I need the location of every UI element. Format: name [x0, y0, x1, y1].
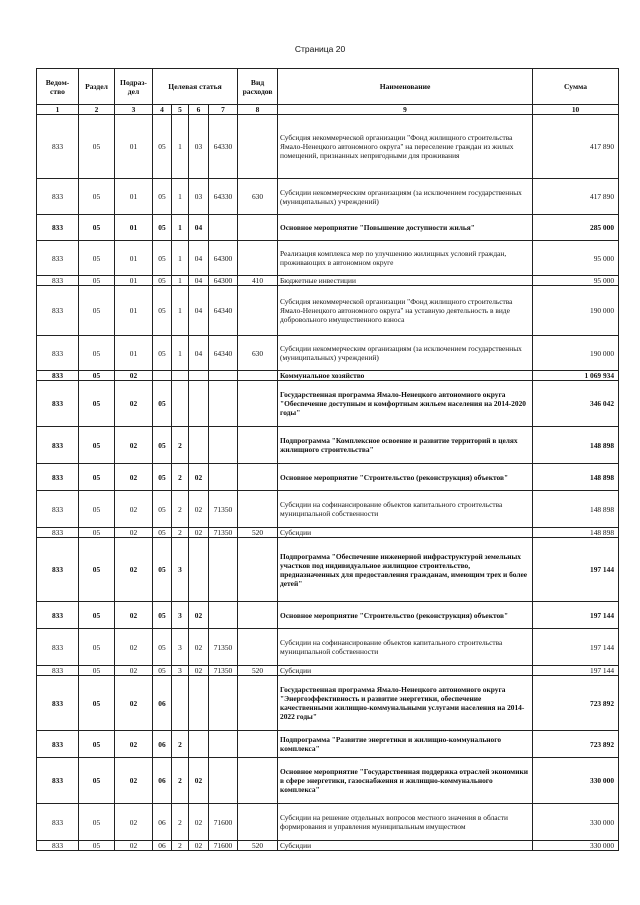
cell-naimenovanie: Субсидии — [278, 528, 533, 538]
cell-vid — [238, 538, 278, 602]
cell-cs1: 06 — [153, 758, 172, 804]
cell-cs3: 02 — [189, 758, 209, 804]
table-body — [37, 115, 619, 851]
cell-cs4: 64330 — [209, 179, 238, 215]
cell-razdel: 05 — [79, 336, 115, 371]
cell-cs3: 02 — [189, 528, 209, 538]
cell-podrazdel: 02 — [115, 528, 153, 538]
cell-podrazdel: 01 — [115, 286, 153, 336]
header-vedomstvo: Ведом-ство — [37, 69, 79, 105]
cell-cs2: 1 — [172, 336, 189, 371]
cell-naimenovanie: Основное мероприятие "Повышение доступности жилья" — [278, 215, 533, 241]
cell-cs4: 71600 — [209, 804, 238, 841]
cell-summa: 148 898 — [533, 528, 619, 538]
cell-podrazdel: 02 — [115, 841, 153, 851]
column-number-row — [37, 105, 619, 115]
cell-cs1: 06 — [153, 804, 172, 841]
cell-cs2: 1 — [172, 215, 189, 241]
cell-summa: 285 000 — [533, 215, 619, 241]
cell-cs3: 04 — [189, 336, 209, 371]
cell-podrazdel: 02 — [115, 758, 153, 804]
cell-cs1: 05 — [153, 286, 172, 336]
cell-cs4 — [209, 215, 238, 241]
cell-razdel: 05 — [79, 215, 115, 241]
cell-podrazdel: 01 — [115, 179, 153, 215]
cell-cs4 — [209, 371, 238, 381]
cell-summa: 417 890 — [533, 179, 619, 215]
cell-razdel: 05 — [79, 381, 115, 427]
cell-cs1: 05 — [153, 276, 172, 286]
cell-podrazdel: 02 — [115, 629, 153, 666]
table-row — [37, 841, 619, 851]
header-celevaya: Целевая статья — [153, 69, 238, 105]
cell-vid: 630 — [238, 179, 278, 215]
table-row — [37, 276, 619, 286]
cell-podrazdel: 02 — [115, 371, 153, 381]
column-number: 9 — [278, 105, 533, 115]
table-row — [37, 629, 619, 666]
table-row — [37, 371, 619, 381]
cell-vid — [238, 115, 278, 179]
cell-summa: 95 000 — [533, 276, 619, 286]
cell-cs1: 05 — [153, 491, 172, 528]
header-vid: Вид расходов — [238, 69, 278, 105]
cell-vid — [238, 491, 278, 528]
cell-cs4: 71350 — [209, 491, 238, 528]
cell-cs2: 2 — [172, 528, 189, 538]
column-number: 6 — [189, 105, 209, 115]
cell-vedomstvo: 833 — [37, 115, 79, 179]
cell-cs2: 3 — [172, 538, 189, 602]
cell-razdel: 05 — [79, 179, 115, 215]
cell-razdel: 05 — [79, 491, 115, 528]
cell-vedomstvo: 833 — [37, 286, 79, 336]
cell-podrazdel: 02 — [115, 731, 153, 758]
cell-summa: 197 144 — [533, 538, 619, 602]
cell-razdel: 05 — [79, 731, 115, 758]
cell-razdel: 05 — [79, 427, 115, 464]
cell-cs3 — [189, 676, 209, 731]
cell-cs3: 04 — [189, 215, 209, 241]
cell-vedomstvo: 833 — [37, 464, 79, 491]
cell-vedomstvo: 833 — [37, 528, 79, 538]
cell-cs4: 71350 — [209, 666, 238, 676]
cell-cs1: 06 — [153, 731, 172, 758]
cell-cs2: 2 — [172, 491, 189, 528]
cell-cs2: 3 — [172, 629, 189, 666]
cell-naimenovanie: Бюджетные инвестиции — [278, 276, 533, 286]
cell-cs1: 05 — [153, 538, 172, 602]
cell-cs3: 02 — [189, 666, 209, 676]
cell-cs2 — [172, 676, 189, 731]
cell-cs2: 3 — [172, 602, 189, 629]
cell-razdel: 05 — [79, 115, 115, 179]
cell-cs4: 71350 — [209, 528, 238, 538]
table-row — [37, 602, 619, 629]
cell-cs3: 04 — [189, 286, 209, 336]
cell-vid — [238, 381, 278, 427]
cell-vid — [238, 676, 278, 731]
cell-vedomstvo: 833 — [37, 241, 79, 276]
cell-vedomstvo: 833 — [37, 371, 79, 381]
cell-vid: 520 — [238, 841, 278, 851]
cell-naimenovanie: Подпрограмма "Комплексное освоение и развитие территорий в целях жилищного строительства" — [278, 427, 533, 464]
table-row — [37, 804, 619, 841]
cell-naimenovanie: Коммунальное хозяйство — [278, 371, 533, 381]
cell-razdel: 05 — [79, 602, 115, 629]
cell-razdel: 05 — [79, 528, 115, 538]
cell-vid: 630 — [238, 336, 278, 371]
cell-razdel: 05 — [79, 464, 115, 491]
cell-vid — [238, 731, 278, 758]
cell-vedomstvo: 833 — [37, 758, 79, 804]
cell-cs3: 03 — [189, 115, 209, 179]
cell-naimenovanie: Основное мероприятие "Строительство (реконструкция) объектов" — [278, 464, 533, 491]
cell-vid: 410 — [238, 276, 278, 286]
cell-cs2: 2 — [172, 841, 189, 851]
cell-summa: 197 144 — [533, 629, 619, 666]
header-naimenovanie: Наименование — [278, 69, 533, 105]
column-number: 4 — [153, 105, 172, 115]
cell-naimenovanie: Субсидия некоммерческой организации "Фонд жилищного строительства Ямало-Ненецкого автономного округа" на переселение граждан из жилых помещений, признанных непригодными для проживания — [278, 115, 533, 179]
cell-cs4 — [209, 602, 238, 629]
header-podrazdel: Подраз-дел — [115, 69, 153, 105]
cell-cs2 — [172, 371, 189, 381]
cell-vedomstvo: 833 — [37, 215, 79, 241]
cell-cs3 — [189, 731, 209, 758]
cell-cs1: 05 — [153, 666, 172, 676]
cell-vid — [238, 241, 278, 276]
cell-cs1: 05 — [153, 215, 172, 241]
cell-podrazdel: 02 — [115, 491, 153, 528]
cell-razdel: 05 — [79, 286, 115, 336]
cell-naimenovanie: Государственная программа Ямало-Ненецкого автономного округа "Обеспечение доступным и комфортным жильем населения на 2014-2020 годы" — [278, 381, 533, 427]
cell-summa: 330 000 — [533, 841, 619, 851]
cell-summa: 723 892 — [533, 731, 619, 758]
cell-podrazdel: 02 — [115, 464, 153, 491]
cell-cs2: 1 — [172, 286, 189, 336]
cell-cs4 — [209, 464, 238, 491]
cell-podrazdel: 01 — [115, 336, 153, 371]
cell-razdel: 05 — [79, 276, 115, 286]
cell-cs2 — [172, 381, 189, 427]
cell-podrazdel: 02 — [115, 427, 153, 464]
cell-naimenovanie: Субсидии некоммерческим организациям (за исключением государственных (муниципальных) учреждений) — [278, 179, 533, 215]
cell-vedomstvo: 833 — [37, 538, 79, 602]
cell-vid — [238, 602, 278, 629]
cell-razdel: 05 — [79, 804, 115, 841]
cell-naimenovanie: Подпрограмма "Развитие энергетики и жилищно-коммунального комплекса" — [278, 731, 533, 758]
cell-naimenovanie: Субсидии на решение отдельных вопросов местного значения в области формирования и управления муниципальным имуществом — [278, 804, 533, 841]
cell-cs4: 71350 — [209, 629, 238, 666]
cell-summa: 148 898 — [533, 464, 619, 491]
cell-cs3: 04 — [189, 276, 209, 286]
cell-podrazdel: 01 — [115, 276, 153, 286]
cell-razdel: 05 — [79, 758, 115, 804]
cell-cs3: 02 — [189, 629, 209, 666]
cell-cs1: 05 — [153, 427, 172, 464]
cell-summa: 417 890 — [533, 115, 619, 179]
cell-vedomstvo: 833 — [37, 336, 79, 371]
table-row — [37, 538, 619, 602]
page-label: Страница 20 — [294, 44, 346, 54]
cell-razdel: 05 — [79, 666, 115, 676]
cell-cs4 — [209, 427, 238, 464]
cell-vid — [238, 629, 278, 666]
cell-naimenovanie: Субсидии на софинансирование объектов капитального строительства муниципальной собственности — [278, 629, 533, 666]
cell-cs2: 3 — [172, 666, 189, 676]
cell-summa: 190 000 — [533, 286, 619, 336]
cell-cs1: 05 — [153, 115, 172, 179]
cell-cs3 — [189, 427, 209, 464]
cell-summa: 330 000 — [533, 758, 619, 804]
cell-razdel: 05 — [79, 241, 115, 276]
cell-podrazdel: 02 — [115, 381, 153, 427]
cell-cs2: 2 — [172, 758, 189, 804]
cell-podrazdel: 01 — [115, 115, 153, 179]
cell-vid — [238, 464, 278, 491]
cell-cs3 — [189, 371, 209, 381]
column-number: 5 — [172, 105, 189, 115]
cell-cs1: 05 — [153, 629, 172, 666]
cell-podrazdel: 01 — [115, 215, 153, 241]
column-number: 10 — [533, 105, 619, 115]
cell-cs3: 04 — [189, 241, 209, 276]
cell-cs2: 1 — [172, 179, 189, 215]
cell-naimenovanie: Основное мероприятие "Строительство (реконструкция) объектов" — [278, 602, 533, 629]
cell-vedomstvo: 833 — [37, 841, 79, 851]
cell-cs4: 64340 — [209, 336, 238, 371]
cell-naimenovanie: Основное мероприятие "Государственная поддержка отраслей экономики в сфере энергетики, газоснабжения и жилищно-коммунального комплекса" — [278, 758, 533, 804]
cell-cs2: 2 — [172, 464, 189, 491]
cell-cs3: 02 — [189, 464, 209, 491]
budget-table — [36, 68, 619, 851]
cell-podrazdel: 02 — [115, 804, 153, 841]
cell-cs1: 05 — [153, 381, 172, 427]
cell-naimenovanie: Субсидии на софинансирование объектов капитального строительства муниципальной собственности — [278, 491, 533, 528]
cell-naimenovanie: Подпрограмма "Обеспечение инженерной инфраструктурой земельных участков под индивидуальное жилищное строительство, предназначенных для предоставления гражданам, имеющим трех и более детей" — [278, 538, 533, 602]
cell-vedomstvo: 833 — [37, 666, 79, 676]
cell-podrazdel: 01 — [115, 241, 153, 276]
cell-naimenovanie: Государственная программа Ямало-Ненецкого автономного округа "Энергоэффективность и развитие энергетики, обеспечение качественными жилищно-коммунальными услугами населения на 2014-2022 годы" — [278, 676, 533, 731]
cell-summa: 197 144 — [533, 666, 619, 676]
cell-vedomstvo: 833 — [37, 491, 79, 528]
cell-vid — [238, 215, 278, 241]
cell-cs1: 06 — [153, 676, 172, 731]
cell-cs2: 1 — [172, 115, 189, 179]
header-summa: Сумма — [533, 69, 619, 105]
cell-summa: 1 069 934 — [533, 371, 619, 381]
cell-cs2: 2 — [172, 731, 189, 758]
cell-cs2: 2 — [172, 804, 189, 841]
cell-vid: 520 — [238, 528, 278, 538]
cell-cs4 — [209, 538, 238, 602]
cell-cs1: 05 — [153, 528, 172, 538]
cell-cs1: 05 — [153, 336, 172, 371]
cell-cs4 — [209, 676, 238, 731]
column-number: 2 — [79, 105, 115, 115]
cell-summa: 95 000 — [533, 241, 619, 276]
cell-razdel: 05 — [79, 538, 115, 602]
cell-cs2: 1 — [172, 276, 189, 286]
cell-razdel: 05 — [79, 676, 115, 731]
cell-cs3: 03 — [189, 179, 209, 215]
cell-vid: 520 — [238, 666, 278, 676]
cell-vedomstvo: 833 — [37, 731, 79, 758]
cell-vedomstvo: 833 — [37, 427, 79, 464]
cell-summa: 723 892 — [533, 676, 619, 731]
cell-cs3 — [189, 538, 209, 602]
table-row — [37, 666, 619, 676]
cell-cs1: 05 — [153, 179, 172, 215]
column-number: 1 — [37, 105, 79, 115]
cell-summa: 148 898 — [533, 491, 619, 528]
cell-cs2: 1 — [172, 241, 189, 276]
cell-vid — [238, 804, 278, 841]
cell-cs3: 02 — [189, 491, 209, 528]
table-row — [37, 758, 619, 804]
table-row — [37, 676, 619, 731]
cell-podrazdel: 02 — [115, 538, 153, 602]
cell-summa: 346 042 — [533, 381, 619, 427]
cell-vid — [238, 286, 278, 336]
cell-cs4: 64340 — [209, 286, 238, 336]
cell-podrazdel: 02 — [115, 666, 153, 676]
table-row — [37, 115, 619, 179]
cell-cs4 — [209, 381, 238, 427]
cell-vedomstvo: 833 — [37, 629, 79, 666]
table-row — [37, 215, 619, 241]
cell-cs3 — [189, 381, 209, 427]
cell-cs4: 64300 — [209, 241, 238, 276]
table-row — [37, 491, 619, 528]
column-number: 7 — [209, 105, 238, 115]
cell-naimenovanie: Субсидии — [278, 666, 533, 676]
table-row — [37, 528, 619, 538]
cell-razdel: 05 — [79, 371, 115, 381]
cell-naimenovanie: Реализация комплекса мер по улучшению жилищных условий граждан, проживающих в автономном округе — [278, 241, 533, 276]
table-row — [37, 731, 619, 758]
cell-cs4: 64330 — [209, 115, 238, 179]
cell-vid — [238, 427, 278, 464]
column-number: 3 — [115, 105, 153, 115]
cell-razdel: 05 — [79, 841, 115, 851]
cell-naimenovanie: Субсидии некоммерческим организациям (за исключением государственных (муниципальных) учреждений) — [278, 336, 533, 371]
cell-podrazdel: 02 — [115, 602, 153, 629]
table-row — [37, 464, 619, 491]
table-row — [37, 286, 619, 336]
table-row — [37, 381, 619, 427]
cell-cs4: 64300 — [209, 276, 238, 286]
cell-cs2: 2 — [172, 427, 189, 464]
cell-summa: 148 898 — [533, 427, 619, 464]
cell-vid — [238, 371, 278, 381]
cell-summa: 330 000 — [533, 804, 619, 841]
cell-naimenovanie: Субсидии — [278, 841, 533, 851]
table-row — [37, 179, 619, 215]
table-row — [37, 241, 619, 276]
cell-cs1: 05 — [153, 241, 172, 276]
cell-podrazdel: 02 — [115, 676, 153, 731]
cell-summa: 190 000 — [533, 336, 619, 371]
cell-vedomstvo: 833 — [37, 804, 79, 841]
cell-cs1: 05 — [153, 464, 172, 491]
cell-cs1 — [153, 371, 172, 381]
header-razdel: Раздел — [79, 69, 115, 105]
cell-vid — [238, 758, 278, 804]
column-number: 8 — [238, 105, 278, 115]
cell-cs4 — [209, 758, 238, 804]
cell-summa: 197 144 — [533, 602, 619, 629]
cell-cs3: 02 — [189, 602, 209, 629]
cell-vedomstvo: 833 — [37, 602, 79, 629]
cell-vedomstvo: 833 — [37, 381, 79, 427]
cell-naimenovanie: Субсидия некоммерческой организации "Фонд жилищного строительства Ямало-Ненецкого автономного округа" на уставную деятельность в виде добровольного имущественного взноса — [278, 286, 533, 336]
cell-vedomstvo: 833 — [37, 179, 79, 215]
cell-cs4: 71600 — [209, 841, 238, 851]
cell-razdel: 05 — [79, 629, 115, 666]
cell-cs3: 02 — [189, 841, 209, 851]
table-row — [37, 336, 619, 371]
header-row — [37, 69, 619, 105]
cell-vedomstvo: 833 — [37, 276, 79, 286]
cell-cs1: 06 — [153, 841, 172, 851]
cell-cs4 — [209, 731, 238, 758]
cell-vedomstvo: 833 — [37, 676, 79, 731]
cell-cs3: 02 — [189, 804, 209, 841]
table-row — [37, 427, 619, 464]
cell-cs1: 05 — [153, 602, 172, 629]
